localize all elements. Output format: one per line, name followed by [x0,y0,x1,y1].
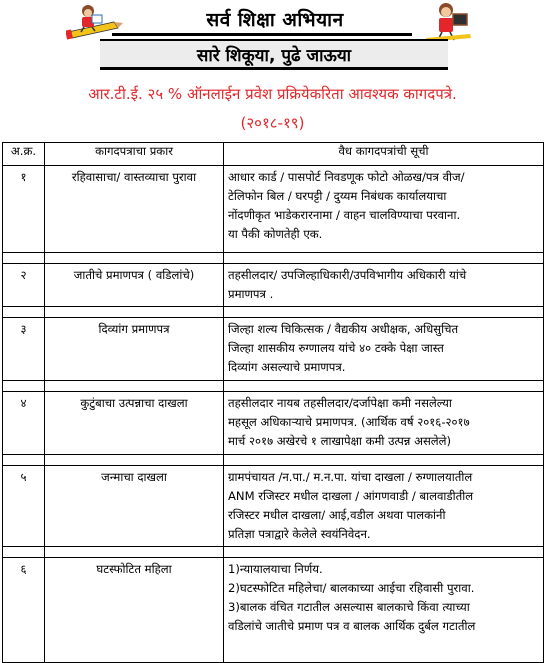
doc-line: 3)बालक वंचित गटातील असल्यास बालकाचे किंवा त्याच्या [228,600,470,614]
table-row [3,264,544,307]
row-serial: ३ [3,318,45,381]
documents-table [2,142,544,663]
doc-line: महसूल अधिकाऱ्याचे प्रमाणपत्र. (आर्थिक वर्ष २०१६-२०१७ [228,415,470,429]
doc-line: ग्रामपंचायत /न.पा./ म.न.पा. यांचा दाखला / रुग्णालयातील [228,470,473,484]
row-serial: ४ [3,392,45,455]
tagline-text: सारे शिकूया, पुढे जाऊया [196,46,352,66]
table-row [3,466,544,547]
title-underline [112,33,412,36]
doc-line: ANM रजिस्टर मधील दाखला / आंगणवाडी / बालवाडीतील [228,489,474,503]
row-valid-documents [224,392,544,455]
doc-line: आधार कार्ड / पासपोर्ट निवडणूक फोटो ओळख/पत्र वीज/ [228,170,465,184]
program-title: सर्व शिक्षा अभियान [206,9,344,31]
doc-line: या पैकी कोणतेही एक. [228,227,323,241]
doc-line: जिल्हा शासकीय रुग्णालय यांचे ४० टक्के पेक्षा जास्त [228,341,444,355]
doc-line: रजिस्टर मधील दाखला/ आई,वडील अथवा पालकांनी [228,508,446,522]
table-row [3,558,544,663]
document-year: (२०१८-१९) [240,114,305,132]
doc-line: प्रतिज्ञा पत्राद्वारे केलेले स्वयंनिवेदन. [228,527,371,541]
table-row [3,166,544,253]
doc-line: दिव्यांग असल्याचे प्रमाणपत्र. [228,360,346,374]
row-valid-documents [224,318,544,381]
header-serial: अ.क्र. [3,143,45,166]
row-document-type: रहिवासाचा/ वास्तव्याचा पुरावा [45,166,224,253]
child-on-pencil-logo-icon [66,2,124,42]
row-valid-documents [224,264,544,307]
row-document-type: घटस्फोटित महिला [45,558,224,663]
table-row [3,392,544,455]
doc-line: तहसीलदार/ उपजिल्हाधिकारी/उपविभागीय अधिकारी यांचे [228,268,467,282]
row-spacer [3,253,544,264]
row-spacer [3,307,544,318]
row-spacer [3,455,544,466]
row-serial: २ [3,264,45,307]
row-serial: ६ [3,558,45,663]
row-spacer [3,547,544,558]
child-with-slate-logo-icon [420,0,476,44]
doc-line: प्रमाणपत्र . [228,287,274,301]
header-banner [0,0,545,70]
row-document-type: कुटुंबाचा उत्पन्नाचा दाखला [45,392,224,455]
doc-line: तहसीलदार नायब तहसीलदार/दर्जापेक्षा कमी नसलेल्या [228,396,452,410]
table-row [3,318,544,381]
header-valid-documents: वैध कागदपत्रांची सूची [224,143,544,166]
row-valid-documents [224,558,544,663]
row-document-type: जातीचे प्रमाणपत्र ( वडिलांचे) [45,264,224,307]
row-document-type: जन्माचा दाखला [45,466,224,547]
doc-line: टेलिफोन बिल / घरपट्टी / दुय्यम निबंधक कार्यालयाचा [228,189,447,203]
row-serial: १ [3,166,45,253]
row-document-type: दिव्यांग प्रमाणपत्र [45,318,224,381]
row-valid-documents [224,466,544,547]
document-heading: आर.टी.ई. २५ % ऑनलाईन प्रवेश प्रक्रियेकरिता आवश्यक कागदपत्रे. [88,85,457,103]
doc-line: नोंदणीकृत भाडेकरारनामा / वाहन चालविण्याचा परवाना. [228,208,461,222]
row-serial: ५ [3,466,45,547]
doc-line: 1)न्यायालयाचा निर्णय. [228,562,323,576]
header-document-type: कागदपत्राचा प्रकार [45,143,224,166]
doc-line: जिल्हा शल्य चिकित्सक / वैद्यकीय अधीक्षक, अधिसुचित [228,322,459,336]
tagline-banner [100,39,448,70]
table-header-row [3,143,544,166]
row-spacer [3,381,544,392]
doc-line: वडिलांचे जातीचे प्रमाण पत्र व बालक आर्थिक दुर्बल गटातील [228,619,476,633]
doc-line: मार्च २०१७ अखेरचे १ लाखापेक्षा कमी उत्पन्न असलेले) [228,434,452,448]
doc-line: 2)घटस्फोटित महिलेचा/ बालकाच्या आईचा रहिवासी पुरावा. [228,581,475,595]
row-valid-documents [224,166,544,253]
